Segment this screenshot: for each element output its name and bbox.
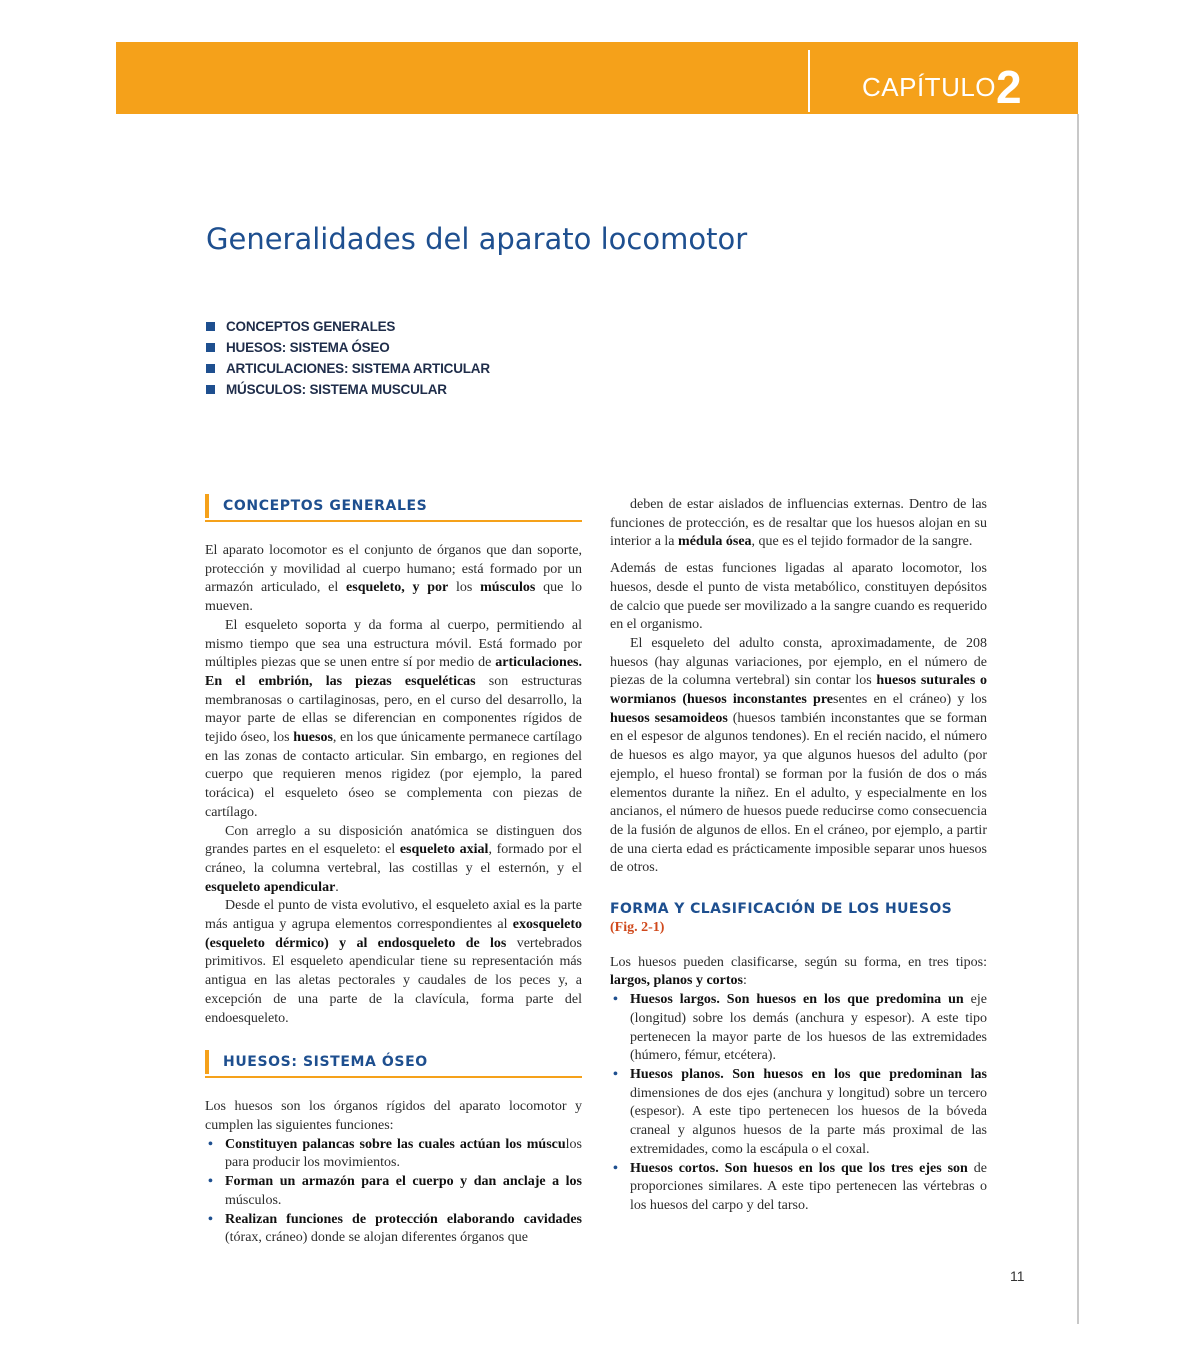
page-edge-rule — [1077, 114, 1079, 1324]
paragraph: Con arreglo a su disposición anatómica se distinguen dos grandes partes en el esqueleto: el esqueleto axial, formado por el cráneo, la columna vertebral, las costillas y el esternón, y el esqueleto apendicular. — [205, 823, 582, 895]
list-item: • Huesos cortos. Son huesos en los que los tres ejes son de proporciones similares. A este tipo pertenecen las vértebras o los huesos del carpo y del tarso. — [613, 1160, 987, 1213]
paragraph: Desde el punto de vista evolutivo, el esqueleto axial es la parte más antigua y agrupa elementos correspondientes al exosqueleto (esqueleto dérmico) y al endosqueleto de los vertebrados primitivos. El esqueleto apendicular tiene su representación más antigua en las aletas pectorales y caudales de los peces y, a excepción de una parte de la clavícula, forma parte del endoesqueleto. — [205, 898, 583, 1026]
left-column — [205, 494, 582, 1248]
bullet-icon: • — [208, 1136, 213, 1152]
page-number: 11 — [1010, 1268, 1025, 1284]
section-heading-huesos: HUESOS: SISTEMA ÓSEO — [205, 1050, 582, 1078]
chapter-title: Generalidades del aparato locomotor — [206, 222, 748, 256]
chapter-contents-list — [206, 316, 490, 400]
subsection-title: FORMA Y CLASIFICACIÓN DE LOS HUESOS — [610, 901, 953, 918]
chapter-label: CAPÍTULO — [862, 72, 997, 102]
paragraph: Los huesos pueden clasificarse, según su forma, en tres tipos: largos, planos y cortos: — [610, 954, 987, 989]
paragraph: deben de estar aislados de influencias externas. Dentro de las funciones de protección, es de resaltar que los huesos alojan en su interior a la médula ósea, que es el tejido formador de la sangre. — [610, 497, 987, 550]
paragraph: El esqueleto del adulto consta, aproximadamente, de 208 huesos (hay algunas variaciones, por ejemplo, en el número de piezas de la columna vertebral) sin contar los huesos suturales o wormianos (huesos inconstantes presentes en el cráneo) y los huesos sesamoideos (huesos también inconstantes que se forman en el espesor de algunos tendones). En el recién nacido, el número de huesos es algo mayor, ya que algunos huesos del adulto (por ejemplo, el hueso frontal) se forman por la fusión de dos o más elementos durante la niñez. En el adulto, y especialmente en los ancianos, el número de huesos puede reducirse como consecuencia de la fusión de algunos de ellos. En el cráneo, por ejemplo, a partir de una cierta edad es prácticamente imposible separar unos huesos de otros. — [610, 635, 988, 876]
list-item: • Forman un armazón para el cuerpo y dan anclaje a los músculos. — [208, 1174, 582, 1208]
square-bullet-icon — [206, 322, 215, 331]
list-item: • Constituyen palancas sobre las cuales actúan los músculos para producir los movimientos. — [208, 1136, 582, 1171]
bullet-icon: • — [613, 1160, 618, 1176]
list-item: • Huesos largos. Son huesos en los que predomina un eje (longitud) sobre los demás (anchura y espesor). A este tipo pertenecen la mayor parte de los huesos de las extremidades (húmero, fémur, etcétera). — [613, 992, 987, 1064]
heading-marker — [205, 1050, 209, 1074]
toc-item: HUESOS: SISTEMA ÓSEO — [206, 337, 490, 358]
heading-marker — [205, 494, 209, 518]
bullet-icon: • — [613, 992, 618, 1008]
paragraph: Además de estas funciones ligadas al aparato locomotor, los huesos, desde el punto de vista metabólico, constituyen depósitos de calcio que puede ser movilizado a la sangre cuando es requerido en el organismo. — [610, 561, 987, 633]
list-item: • Realizan funciones de protección elaborando cavidades (tórax, cráneo) donde se alojan diferentes órganos que — [208, 1211, 582, 1246]
square-bullet-icon — [206, 364, 215, 373]
function-list — [205, 1136, 582, 1248]
bullet-icon: • — [613, 1066, 618, 1082]
toc-item: CONCEPTOS GENERALES — [206, 316, 490, 337]
bullet-icon: • — [208, 1211, 213, 1227]
square-bullet-icon — [206, 343, 215, 352]
chapter-number: 2 — [996, 61, 1022, 113]
bone-type-list — [610, 991, 987, 1215]
list-item: • Huesos planos. Son huesos en los que predominan las dimensiones de dos ejes (anchura y longitud) sobre un tercero (espesor). A este tipo pertenecen los huesos de la bóveda craneal y algunos huesos de la parte más proximal de las extremidades, como la escápula o el coxal. — [613, 1066, 987, 1157]
bullet-icon: • — [208, 1174, 213, 1190]
header-divider — [808, 50, 810, 112]
square-bullet-icon — [206, 385, 215, 394]
subsection-heading — [610, 900, 987, 938]
right-column — [610, 496, 987, 1216]
section-heading-conceptos: CONCEPTOS GENERALES — [205, 494, 582, 522]
paragraph: El esqueleto soporta y da forma al cuerpo, permitiendo al mismo tiempo que sea una estructura móvil. Está formado por múltiples piezas que se unen entre sí por medio de articulaciones. En el embrión, las piezas esqueléticas son estructuras membranosas o cartilaginosas, pero, en el curso del desarrollo, la mayor parte de ellas se diferencian en componentes rígidos de tejido óseo, los huesos, en los que únicamente permanece cartílago en las zonas de contacto articular. Sin embargo, en regiones del cuerpo que requieren menos rigidez (por ejemplo, la pared torácica) el esqueleto óseo se complementa con piezas de cartílago. — [205, 617, 583, 820]
paragraph: Los huesos son los órganos rígidos del aparato locomotor y cumplen las siguientes funciones: — [205, 1099, 582, 1133]
toc-item: ARTICULACIONES: SISTEMA ARTICULAR — [206, 358, 490, 379]
toc-item: MÚSCULOS: SISTEMA MUSCULAR — [206, 379, 490, 400]
figure-reference: (Fig. 2-1) — [610, 920, 665, 936]
paragraph: El aparato locomotor es el conjunto de órganos que dan soporte, protección y movilidad al cuerpo humano; está formado por un armazón articulado, el esqueleto, y por los músculos que lo mueven. — [205, 543, 582, 615]
